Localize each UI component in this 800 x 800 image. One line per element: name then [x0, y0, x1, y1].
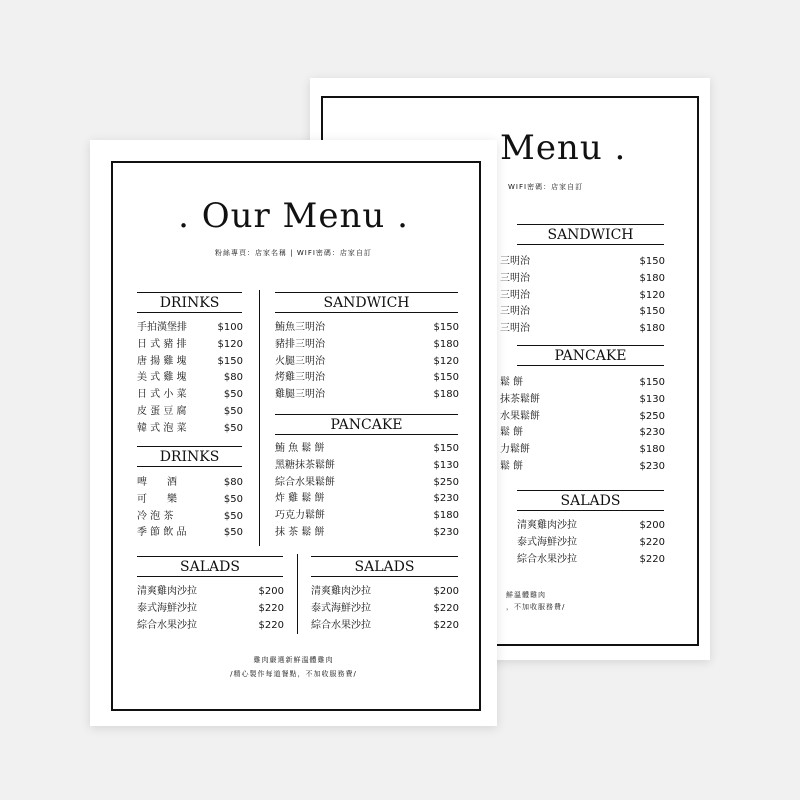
list-item: 泰式海鮮沙拉 $220	[311, 602, 459, 614]
list-item: 可 樂 $50	[137, 493, 243, 505]
list-item: 豬排三明治 $180	[275, 338, 459, 350]
front-menu-title: . Our Menu .	[178, 196, 409, 236]
column-divider-vertical	[259, 290, 260, 546]
list-item: 三明治 $120	[500, 289, 665, 301]
list-item: 三明治 $180	[500, 323, 665, 335]
back-salads-list	[517, 518, 665, 568]
list-item: 啤 酒 $80	[137, 477, 243, 488]
list-item: 季 節 飲 品 $50	[137, 527, 243, 539]
back-footer-line2: ，不加收服務費/	[506, 603, 566, 611]
list-item: 冷 泡 茶 $50	[137, 510, 243, 522]
list-item: 炸 雞 鬆 餅 $230	[275, 493, 459, 505]
list-item: 鬆 餅 $230	[500, 460, 665, 472]
drinks-heading-1: DRINKS	[137, 292, 242, 313]
pancake-heading: PANCAKE	[275, 414, 458, 435]
front-menu-subtitle: 粉絲專頁：店家名稱 | WIFI密碼：店家自訂	[215, 249, 372, 257]
list-item: 泰式海鮮沙拉 $220	[517, 536, 665, 548]
list-item: 清爽雞肉沙拉 $200	[517, 520, 665, 531]
list-item: 巧克力鬆餅 $180	[275, 510, 459, 522]
list-item: 日 式 豬 排 $120	[137, 338, 243, 350]
drinks-heading-2: DRINKS	[137, 446, 242, 467]
back-footer-line1: 鮮溫體雞肉	[506, 591, 546, 599]
list-item: 皮 蛋 豆 腐 $50	[137, 405, 243, 417]
drinks-list-1	[137, 320, 243, 438]
list-item: 綜合水果沙拉 $220	[517, 553, 665, 565]
salads-divider-vertical	[297, 554, 298, 634]
list-item: 烤雞三明治 $150	[275, 372, 459, 384]
list-item: 手拍漢堡排 $100	[137, 322, 243, 333]
list-item: 鬆 餅 $150	[500, 377, 665, 388]
list-item: 黑糖抹茶鬆餅 $130	[275, 459, 459, 471]
list-item: 鬆 餅 $230	[500, 427, 665, 439]
list-item: 日 式 小 菜 $50	[137, 389, 243, 401]
sandwich-heading: SANDWICH	[275, 292, 458, 313]
sandwich-list	[275, 320, 459, 404]
back-sandwich-heading: SANDWICH	[517, 224, 664, 245]
list-item: 抹 茶 鬆 餅 $230	[275, 526, 459, 538]
list-item: 三明治 $150	[500, 306, 665, 318]
front-footer-line2: /精心製作每道餐點，不加收服務費/	[230, 670, 357, 678]
list-item: 水果鬆餅 $250	[500, 410, 665, 422]
list-item: 韓 式 泡 菜 $50	[137, 422, 243, 434]
list-item: 鮪 魚 鬆 餅 $150	[275, 443, 459, 454]
salads-heading-1: SALADS	[137, 556, 283, 577]
list-item: 鮪魚三明治 $150	[275, 322, 459, 333]
list-item: 火腿三明治 $120	[275, 355, 459, 367]
back-menu-subtitle: WIFI密碼：店家自訂	[508, 183, 584, 191]
list-item: 美 式 雞 塊 $80	[137, 372, 243, 384]
list-item: 綜合水果沙拉 $220	[311, 619, 459, 631]
back-pancake-heading: PANCAKE	[517, 345, 664, 366]
front-menu-sheet	[90, 140, 497, 726]
back-pancake-list	[500, 375, 665, 476]
back-salads-heading: SALADS	[517, 490, 664, 511]
back-menu-title: Menu .	[500, 128, 627, 168]
list-item: 清爽雞肉沙拉 $200	[311, 586, 459, 597]
back-sandwich-list	[500, 254, 665, 338]
list-item: 清爽雞肉沙拉 $200	[137, 586, 284, 597]
salads-list-2	[311, 584, 459, 634]
pancake-list	[275, 441, 459, 542]
list-item: 綜合水果鬆餅 $250	[275, 476, 459, 488]
list-item: 三明治 $180	[500, 272, 665, 284]
drinks-list-2	[137, 475, 243, 542]
list-item: 綜合水果沙拉 $220	[137, 619, 284, 631]
list-item: 三明治 $150	[500, 256, 665, 267]
salads-list-1	[137, 584, 284, 634]
front-footer-line1: 雞肉嚴選新鮮溫體雞肉	[253, 656, 334, 664]
list-item: 雞腿三明治 $180	[275, 389, 459, 401]
list-item: 泰式海鮮沙拉 $220	[137, 602, 284, 614]
list-item: 抹茶鬆餅 $130	[500, 393, 665, 405]
list-item: 唐 揚 雞 塊 $150	[137, 355, 243, 367]
salads-heading-2: SALADS	[311, 556, 458, 577]
list-item: 力鬆餅 $180	[500, 444, 665, 456]
